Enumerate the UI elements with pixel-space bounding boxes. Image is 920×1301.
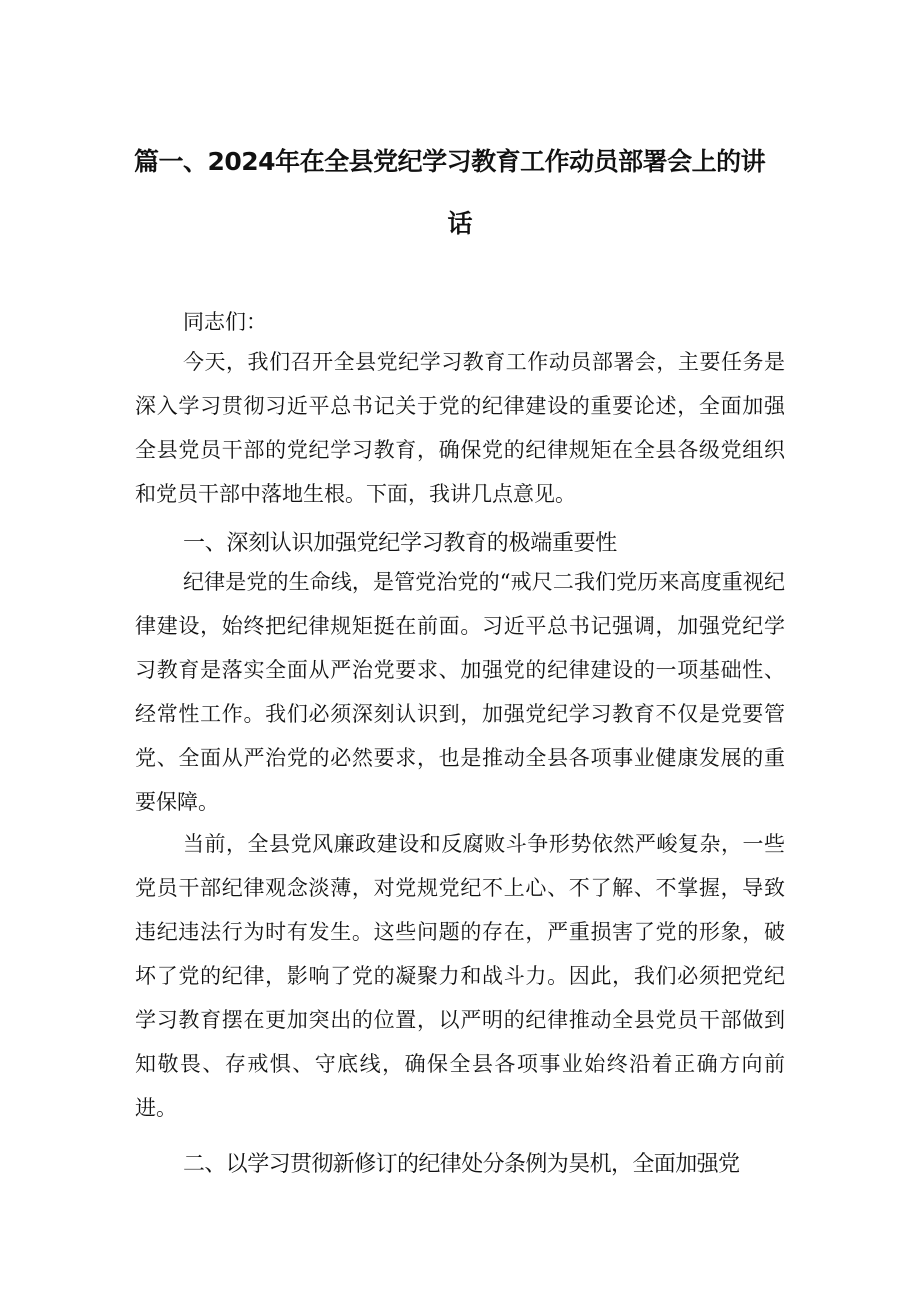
paragraph-intro: 今天，我们召开全县党纪学习教育工作动员部署会，主要任务是深入学习贯彻习近平总书记关于党的纪律建设的重要论述，全面加强全县党员干部的党纪学习教育，确保党的纪律规矩在全县各级党组织和党员干部中落地生根。下面，我讲几点意见。 bbox=[135, 350, 785, 506]
document-title-line1: 篇一、2024年在全县党纪学习教育工作动员部署会上的讲 bbox=[134, 147, 766, 176]
section-heading-2: 二、以学习贯彻新修订的纪律处分条例为昊机，全面加强党 bbox=[183, 1152, 740, 1177]
paragraph-discipline-importance: 纪律是党的生命线，是管党治党的“戒尺二我们党历来高度重视纪律建设，始终把纪律规矩挺在前面。习近平总书记强调，加强党纪学习教育是落实全面从严治党要求、加强党的纪律建设的一项基础性、经常性工作。我们必须深刻认识到，加强党纪学习教育不仅是党要管党、全面从严治党的必然要求，也是推动全县各项事业健康发展的重要保障。 bbox=[135, 570, 785, 814]
section-heading-1: 一、深刻认识加强党纪学习教育的极端重要性 bbox=[183, 531, 618, 556]
paragraph-current-situation: 当前，全县党风廉政建设和反腐败斗争形势依然严峻复杂，一些党员干部纪律观念淡薄，对党规党纪不上心、不了解、不掌握，导致违纪违法行为时有发生。这些问题的存在，严重损害了党的形象，破坏了党的纪律，影响了党的凝聚力和战斗力。因此，我们必须把党纪学习教育摆在更加突出的位置，以严明的纪律推动全县党员干部做到知敬畏、存戒惧、守底线，确保全县各项事业始终沿着正确方向前进。 bbox=[135, 832, 785, 1120]
document-title-line2: 话 bbox=[447, 209, 473, 238]
salutation: 同志们： bbox=[183, 310, 267, 334]
